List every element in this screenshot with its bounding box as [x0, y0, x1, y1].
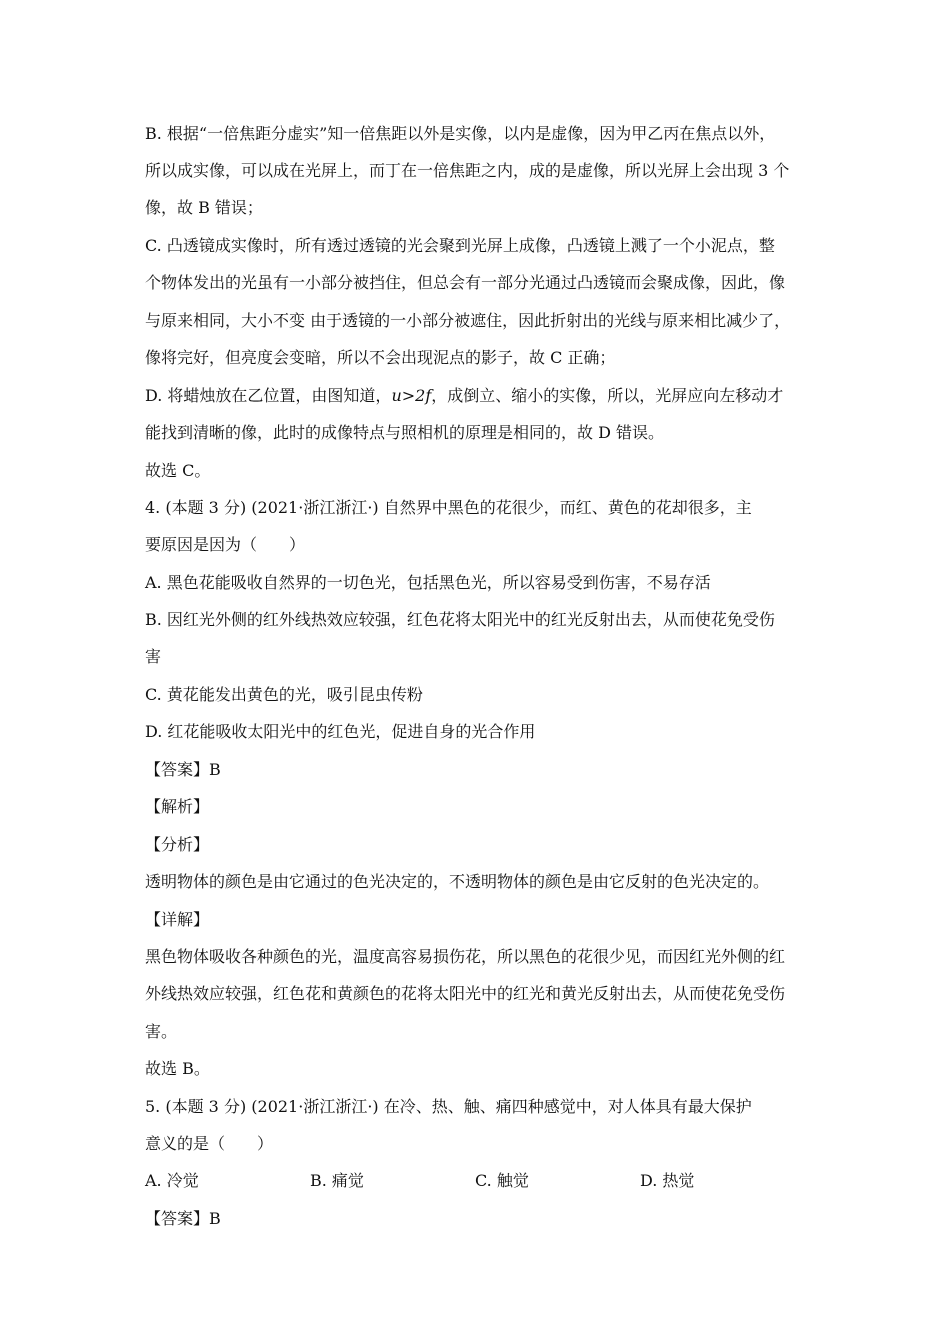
q4-option-b-line-1: B. 因红光外侧的红外线热效应较强，红色花将太阳光中的红光反射出去，从而使花免受伤 [145, 610, 775, 629]
q3-option-b-line-2: 所以成实像，可以成在光屏上，而丁在一倍焦距之内，成的是虚像，所以光屏上会出现 3 个 [145, 161, 790, 180]
q4-fenxi-text: 透明物体的颜色是由它通过的色光决定的，不透明物体的颜色是由它反射的色光决定的。 [145, 872, 770, 891]
q5-option-d: D. 热觉 [640, 1171, 695, 1190]
q4-stem-line-1: 4. (本题 3 分) (2021·浙江浙江·) 自然界中黑色的花很少，而红、黄色的花却很多，主 [145, 498, 752, 517]
q3-option-c-line-1: C. 凸透镜成实像时，所有透过透镜的光会聚到光屏上成像，凸透镜上溅了一个小泥点，整 [145, 236, 775, 255]
q5-option-c: C. 触觉 [475, 1171, 529, 1190]
q4-answer: 【答案】B [145, 760, 221, 779]
q4-detail-line-3: 害。 [145, 1022, 178, 1041]
q3-option-b-line-1: B. 根据“一倍焦距分虚实”知一倍焦距以外是实像，以内是虚像，因为甲乙丙在焦点以外， [145, 124, 776, 143]
q3-conclusion: 故选 C。 [145, 461, 211, 480]
q3-option-c-line-4: 像将完好，但亮度会变暗，所以不会出现泥点的影子，故 C 正确； [145, 348, 616, 367]
q5-answer: 【答案】B [145, 1209, 221, 1228]
q3-option-b-line-3: 像，故 B 错误； [145, 198, 263, 217]
q5-option-a: A. 冷觉 [145, 1171, 199, 1190]
q3-option-d-text-b: ，成倒立、缩小的实像，所以，光屏应向左移动才 [431, 386, 784, 405]
q4-detail-line-1: 黑色物体吸收各种颜色的光，温度高容易损伤花，所以黑色的花很少见，而因红光外侧的红 [145, 947, 786, 966]
q4-option-d: D. 红花能吸收太阳光中的红色光，促进自身的光合作用 [145, 722, 536, 741]
q3-option-d-text-a: D. 将蜡烛放在乙位置，由图知道， [145, 386, 392, 405]
q3-option-c-line-2: 个物体发出的光虽有一小部分被挡住，但总会有一部分光通过凸透镜而会聚成像，因此，像 [145, 273, 786, 292]
q4-detail-heading: 【详解】 [145, 910, 210, 929]
q4-analysis-heading: 【解析】 [145, 797, 210, 816]
q4-option-a: A. 黑色花能吸收自然界的一切色光，包括黑色光，所以容易受到伤害，不易存活 [145, 573, 711, 592]
q5-stem-line-2: 意义的是（ ） [145, 1134, 274, 1153]
q4-stem-line-2: 要原因是因为（ ） [145, 535, 306, 554]
q4-fenxi-heading: 【分析】 [145, 835, 210, 854]
q3-option-c-line-3: 与原来相同，大小不变 由于透镜的一小部分被遮住，因此折射出的光线与原来相比减少了， [145, 311, 791, 330]
q3-option-d-line-2: 能找到清晰的像，此时的成像特点与照相机的原理是相同的，故 D 错误。 [145, 423, 665, 442]
q4-option-b-line-2: 害 [145, 647, 162, 666]
q5-stem-line-1: 5. (本题 3 分) (2021·浙江浙江·) 在冷、热、触、痛四种感觉中，对人体具有最大保护 [145, 1097, 752, 1116]
q4-option-c: C. 黄花能发出黄色的光，吸引昆虫传粉 [145, 685, 423, 704]
q4-detail-line-2: 外线热效应较强，红色花和黄颜色的花将太阳光中的红光和黄光反射出去，从而使花免受伤 [145, 984, 786, 1003]
q4-conclusion: 故选 B。 [145, 1059, 210, 1078]
q3-option-d-line-1 [145, 385, 783, 407]
q3-option-d-formula: u>2f [391, 386, 432, 405]
q5-option-b: B. 痛觉 [310, 1171, 364, 1190]
